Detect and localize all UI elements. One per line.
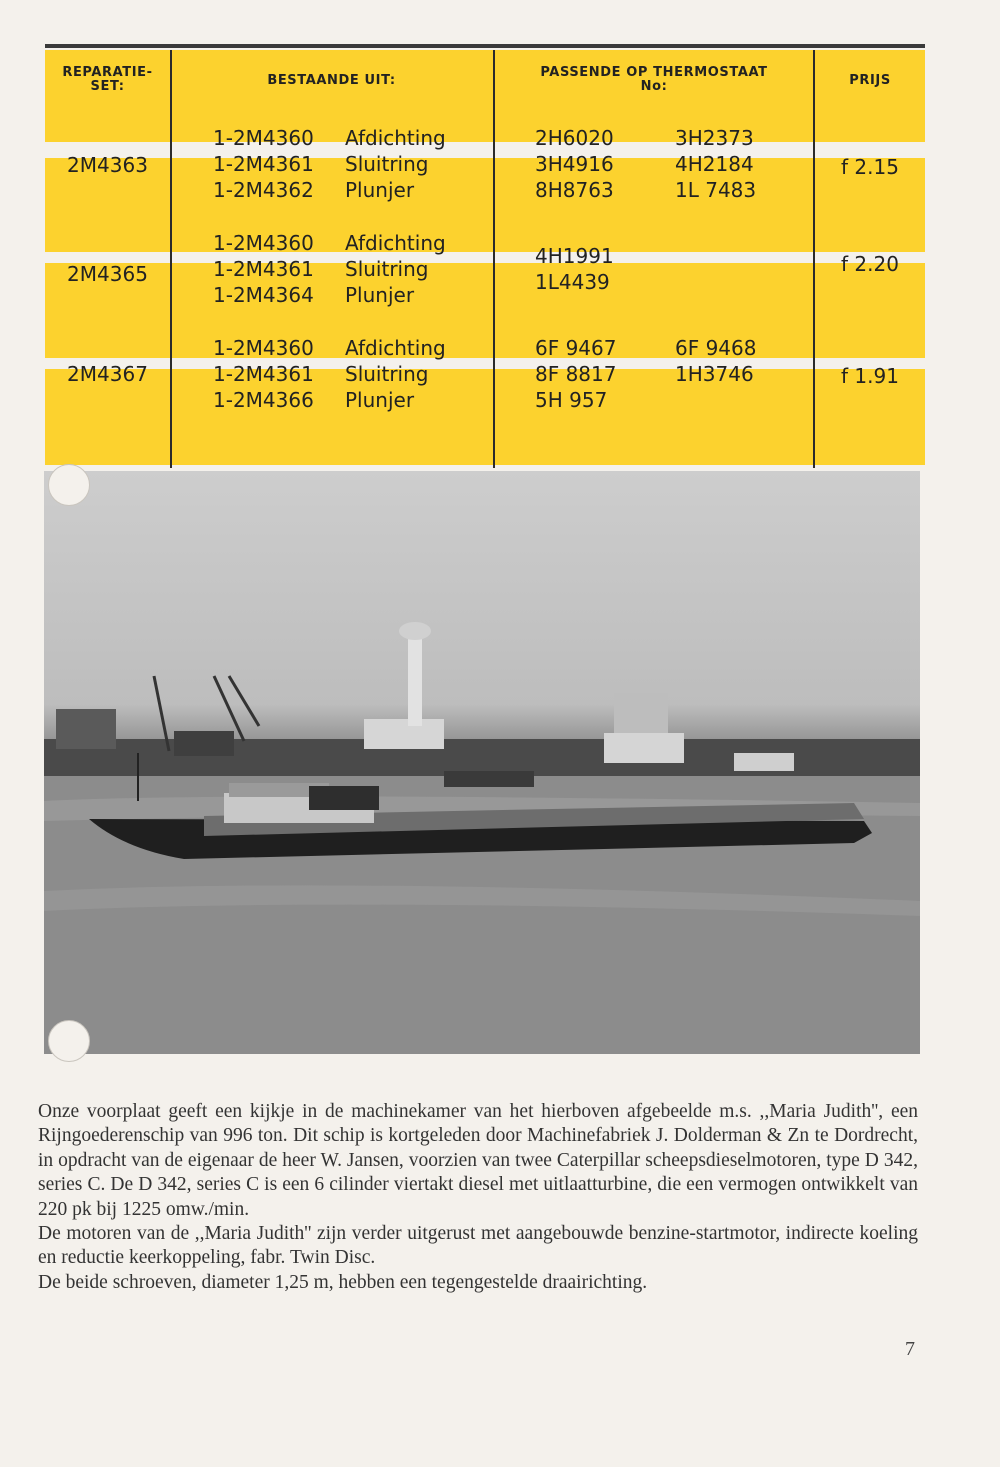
component-list	[213, 335, 503, 413]
component-list	[213, 125, 503, 203]
thermostat-list	[535, 125, 815, 203]
thermostat-number: 1L4439	[535, 270, 610, 294]
component-list	[213, 230, 503, 308]
header-thermostat: PASSENDE OP THERMOSTAAT No:	[540, 65, 768, 94]
thermostat-number: 8F 8817	[535, 362, 617, 386]
component-name: Afdichting	[345, 231, 446, 255]
header-price: PRIJS	[849, 73, 891, 88]
header-set: REPARATIE- SET:	[62, 65, 153, 94]
component-name: Afdichting	[345, 126, 446, 150]
component-name: Plunjer	[345, 283, 415, 307]
caption-text	[38, 1100, 918, 1295]
ship-photo	[44, 471, 920, 1054]
thermostat-number: 4H1991	[535, 244, 614, 268]
binder-hole	[48, 464, 90, 506]
thermostat-list	[535, 243, 815, 295]
thermostat-number: 2H6020	[535, 126, 614, 150]
set-number: 2M4367	[67, 362, 148, 386]
component-code: 1-2M4360	[213, 126, 314, 150]
binder-hole	[48, 1020, 90, 1062]
component-code: 1-2M4364	[213, 283, 314, 307]
component-code: 1-2M4366	[213, 388, 314, 412]
page-number: 7	[905, 1338, 915, 1360]
component-code: 1-2M4360	[213, 336, 314, 360]
price: f 2.20	[841, 252, 899, 276]
component-code: 1-2M4361	[213, 152, 314, 176]
table-top-rule	[45, 44, 925, 48]
thermostat-list	[535, 335, 815, 413]
set-number: 2M4363	[67, 153, 148, 177]
thermostat-number: 1H3746	[675, 362, 754, 386]
thermostat-number: 8H8763	[535, 178, 614, 202]
header-components: BESTAANDE UIT:	[267, 73, 396, 88]
component-name: Afdichting	[345, 336, 446, 360]
component-code: 1-2M4361	[213, 362, 314, 386]
caption-paragraph: Onze voorplaat geeft een kijkje in de machinekamer van het hierboven afgebeelde m.s. ,,Maria Judith'', een Rijngoederenschip van 996 ton. Dit schip is kortgeleden door Machinefabriek J. Dolderman & Zn te Dordrecht, in opdracht van de eigenaar de heer W. Jansen, voorzien van twee Caterpillar scheepsdieselmotoren, type D 342, series C. De D 342, series C is een 6 cilinder viertakt diesel met uitlaatturbine, die een vermogen ontwikkelt van 220 pk bij 1225 omw./min.	[38, 1101, 918, 1220]
component-name: Plunjer	[345, 178, 415, 202]
harbor-scene-illustration	[44, 471, 920, 1054]
price: f 2.15	[841, 155, 899, 179]
component-name: Plunjer	[345, 388, 415, 412]
repair-set-table	[45, 44, 925, 427]
component-code: 1-2M4361	[213, 257, 314, 281]
component-name: Sluitring	[345, 257, 429, 281]
component-code: 1-2M4360	[213, 231, 314, 255]
component-name: Sluitring	[345, 152, 429, 176]
thermostat-number: 3H2373	[675, 126, 754, 150]
column-divider	[170, 50, 172, 468]
component-code: 1-2M4362	[213, 178, 314, 202]
set-number: 2M4365	[67, 262, 148, 286]
thermostat-number: 3H4916	[535, 152, 614, 176]
thermostat-number: 5H 957	[535, 388, 608, 412]
price: f 1.91	[841, 364, 899, 388]
thermostat-number: 4H2184	[675, 152, 754, 176]
thermostat-number: 1L 7483	[675, 178, 757, 202]
thermostat-number: 6F 9467	[535, 336, 617, 360]
caption-paragraph: De motoren van de ,,Maria Judith'' zijn verder uitgerust met aangebouwde benzine-startmotor, indirecte koeling en reductie keerkoppeling, fabr. Twin Disc.	[38, 1223, 918, 1269]
caption-paragraph: De beide schroeven, diameter 1,25 m, hebben een tegengestelde draairichting.	[38, 1271, 648, 1293]
thermostat-number: 6F 9468	[675, 336, 757, 360]
component-name: Sluitring	[345, 362, 429, 386]
